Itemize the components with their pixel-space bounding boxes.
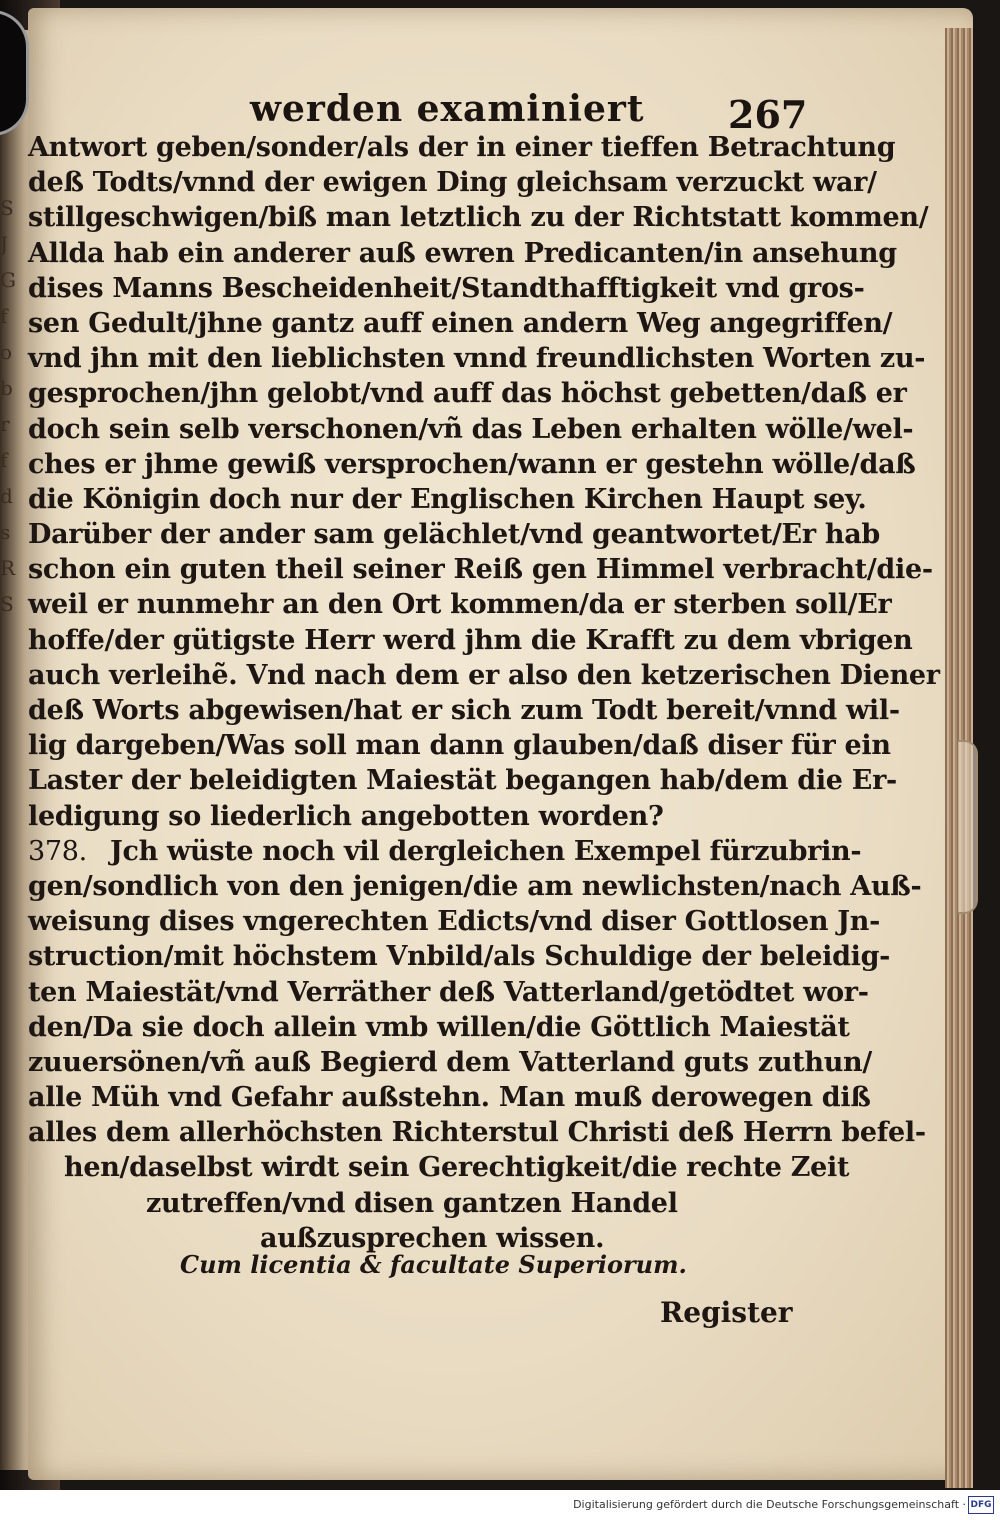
text-line: dises Manns Bescheidenheit/Standthafftigkeit vnd gros- bbox=[28, 272, 865, 304]
funding-credit: Digitalisierung gefördert durch die Deutsche Forschungsgemeinschaft · bbox=[573, 1498, 966, 1511]
text-line: auch verleihẽ. Vnd nach dem er also den ketzerischen Diener bbox=[28, 659, 940, 691]
catchword: Register bbox=[660, 1296, 793, 1329]
dfg-logo: DFG bbox=[968, 1496, 994, 1514]
paragraph-first-line-text: Jch wüste noch vil dergleichen Exempel fürzubrin- bbox=[110, 835, 862, 867]
imprint-line: Cum licentia & facultate Superiorum. bbox=[180, 1250, 687, 1279]
gutter-text-fragments bbox=[0, 190, 26, 810]
text-line: weisung dises vngerechten Edicts/vnd diser Gottlosen Jn- bbox=[28, 906, 880, 938]
gutter-fragment: o bbox=[0, 340, 13, 364]
text-line: weil er nunmehr an den Ort kommen/da er sterben soll/Er bbox=[28, 589, 892, 621]
text-line: Antwort geben/sonder/als der in einer tieffen Betrachtung bbox=[28, 132, 896, 163]
text-line: alle Müh vnd Gefahr außstehn. Man muß derowegen diß bbox=[28, 1082, 871, 1114]
gutter-fragment: b bbox=[0, 376, 13, 400]
text-line: struction/mit höchstem Vnbild/als Schuldige der beleidig- bbox=[28, 941, 891, 973]
text-line: Darüber der ander sam gelächlet/vnd geantwortet/Er hab bbox=[28, 519, 880, 551]
text-line: doch sein selb verschonen/vñ das Leben erhalten wölle/wel- bbox=[28, 413, 914, 445]
footer-bar bbox=[0, 1490, 1000, 1520]
text-line: Laster der beleidigten Maiestät begangen hab/dem die Er- bbox=[28, 765, 897, 797]
text-line: deß Worts abgewisen/hat er sich zum Todt bereit/vnnd wil- bbox=[28, 695, 900, 726]
gutter-fragment: S bbox=[0, 592, 14, 616]
text-line: Allda hab ein anderer auß ewren Predicanten/in ansehung bbox=[28, 237, 897, 269]
text-line: vnd jhn mit den lieblichsten vnnd freundlichsten Worten zu- bbox=[28, 343, 926, 375]
text-line: lig dargeben/Was soll man dann glauben/daß diser für ein bbox=[28, 730, 891, 762]
text-line: stillgeschwigen/biß man letztlich zu der Richtstatt kommen/ bbox=[28, 202, 929, 234]
paragraph-first-line bbox=[28, 834, 862, 869]
text-line: ten Maiestät/vnd Verräther deß Vatterland/getödtet wor- bbox=[28, 976, 869, 1008]
gutter-fragment: S bbox=[0, 196, 14, 220]
gutter-fragment: s bbox=[0, 520, 11, 544]
gutter-fragment: d bbox=[0, 484, 13, 508]
body-text bbox=[28, 130, 940, 1256]
text-line: ches er jhme gewiß versprochen/wann er gestehn wölle/daß bbox=[28, 448, 916, 480]
page-number: 267 bbox=[728, 92, 808, 137]
running-head: werden examiniert bbox=[250, 88, 645, 130]
text-line: zuuersönen/vñ auß Begierd dem Vatterland guts zuthun/ bbox=[28, 1046, 872, 1078]
page-clip bbox=[958, 740, 978, 914]
text-line: den/Da sie doch allein vmb willen/die Göttlich Maiestät bbox=[28, 1011, 850, 1043]
gutter-fragment: f bbox=[0, 304, 8, 328]
gutter-fragment: f bbox=[0, 448, 8, 472]
closing-line: hen/daselbst wirdt sein Gerechtigkeit/die rechte Zeit bbox=[64, 1152, 850, 1184]
text-line: hoffe/der gütigste Herr werd jhm die Krafft zu dem vbrigen bbox=[28, 624, 913, 656]
text-line: deß Todts/vnnd der ewigen Ding gleichsam verzuckt war/ bbox=[28, 167, 877, 199]
gutter-fragment: J bbox=[0, 232, 9, 256]
gutter-fragment: G bbox=[0, 268, 16, 292]
paragraph-number: 378. bbox=[28, 835, 87, 867]
gutter-fragment: r bbox=[0, 412, 10, 436]
text-line: sen Gedult/jhne gantz auff einen andern Weg angegriffen/ bbox=[28, 307, 893, 339]
text-line: gesprochen/jhn gelobt/vnd auff das höchst gebetten/daß er bbox=[28, 378, 907, 410]
closing-line: zutreffen/vnd disen gantzen Handel bbox=[146, 1187, 678, 1219]
text-line: schon ein guten theil seiner Reiß gen Himmel verbracht/die- bbox=[28, 554, 933, 586]
gutter-fragment: R bbox=[0, 556, 16, 580]
text-line: die Königin doch nur der Englischen Kirchen Haupt sey. bbox=[28, 483, 867, 515]
text-line: gen/sondlich von den jenigen/die am newlichsten/nach Auß- bbox=[28, 870, 922, 902]
text-line: ledigung so liederlich angebotten worden? bbox=[28, 800, 664, 832]
closing-line: außzusprechen wissen. bbox=[260, 1222, 605, 1254]
text-line: alles dem allerhöchsten Richterstul Christi deß Herrn befel- bbox=[28, 1117, 926, 1149]
